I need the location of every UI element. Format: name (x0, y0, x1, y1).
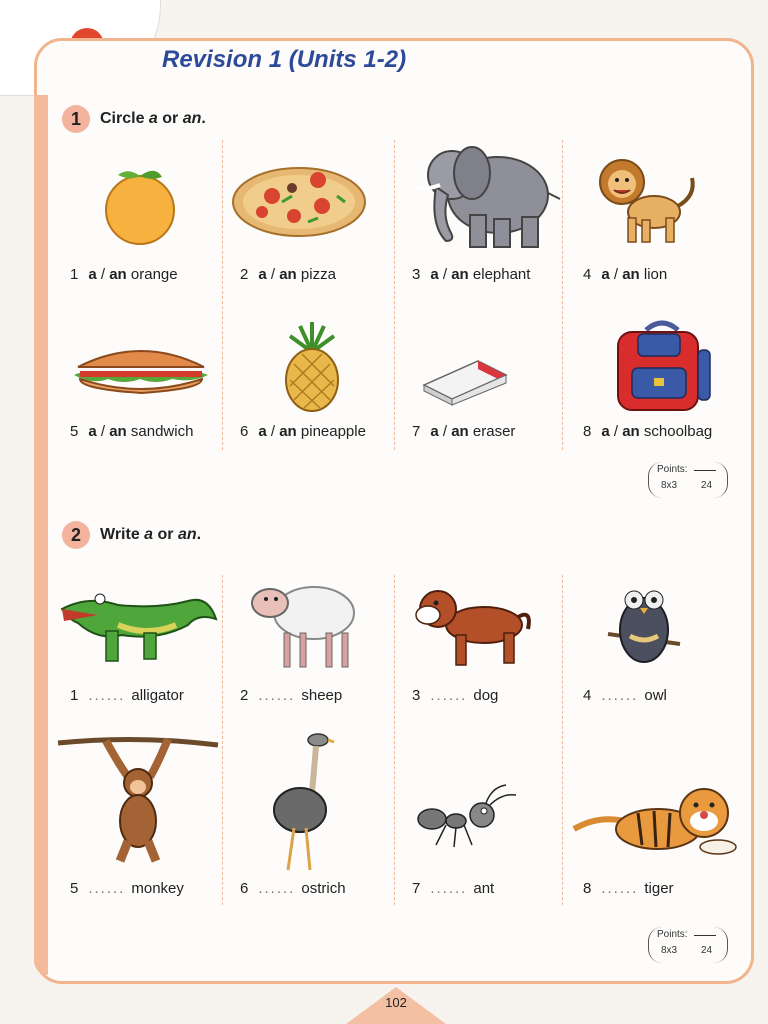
exercise-2-item-2: 2 ...... sheep (240, 687, 343, 704)
exercise-1-item-1: 1 a / an orange (70, 266, 178, 283)
lion-picture (596, 156, 700, 248)
answer-blank[interactable]: ...... (258, 687, 296, 704)
points-box-1: Points: 8x3 24 (648, 462, 728, 498)
ant-picture (416, 783, 518, 853)
exercise-1-heading (62, 105, 206, 133)
sandwich-picture (72, 345, 210, 400)
elephant-picture (410, 145, 560, 250)
eraser-picture (420, 355, 510, 407)
exercise-1-item-7: 7 a / an eraser (412, 423, 516, 440)
column-divider (222, 140, 223, 450)
exercise-1-item-4: 4 a / an lion (583, 266, 668, 283)
column-divider (394, 140, 395, 450)
exercise-number-badge: 2 (62, 521, 90, 549)
exercise-number-badge: 1 (62, 105, 90, 133)
page-title: Revision 1 (Units 1-2) (162, 46, 407, 73)
pineapple-picture (280, 322, 344, 412)
exercise-1-item-6: 6 a / an pineapple (240, 423, 366, 440)
exercise-2-item-5: 5 ...... monkey (70, 880, 184, 897)
page-left-band (34, 95, 48, 975)
exercise-2-item-1: 1 ...... alligator (70, 687, 184, 704)
answer-blank[interactable]: ...... (258, 880, 296, 897)
dog-picture (414, 585, 534, 669)
orange-picture (100, 165, 180, 247)
sheep-picture (250, 577, 362, 669)
column-divider (562, 140, 563, 450)
column-divider (562, 575, 563, 905)
owl-picture (608, 580, 680, 670)
exercise-2-item-3: 3 ...... dog (412, 687, 499, 704)
monkey-picture (58, 733, 220, 868)
exercise-1-item-3: 3 a / an elephant (412, 266, 531, 283)
exercise-2-item-7: 7 ...... ant (412, 880, 495, 897)
column-divider (394, 575, 395, 905)
answer-blank[interactable]: ...... (430, 880, 468, 897)
answer-blank[interactable]: ...... (601, 880, 639, 897)
exercise-2-instruction: Write a or an. (100, 526, 202, 543)
column-divider (222, 575, 223, 905)
tiger-picture (568, 785, 740, 860)
points-box-2: Points: 8x3 24 (648, 927, 728, 963)
exercise-2-item-6: 6 ...... ostrich (240, 880, 346, 897)
ostrich-picture (270, 732, 334, 872)
page-number: 102 (385, 995, 407, 1010)
answer-blank[interactable]: ...... (88, 687, 126, 704)
exercise-2-item-8: 8 ...... tiger (583, 880, 674, 897)
alligator-picture (58, 585, 218, 670)
exercise-1-instruction: Circle a or an. (100, 110, 206, 127)
page-number-tab (346, 987, 446, 1024)
pizza-picture (232, 166, 367, 238)
answer-blank[interactable]: ...... (601, 687, 639, 704)
exercise-2-heading (62, 521, 201, 549)
schoolbag-picture (610, 320, 714, 416)
exercise-1-item-5: 5 a / an sandwich (70, 423, 194, 440)
exercise-1-item-2: 2 a / an pizza (240, 266, 336, 283)
answer-blank[interactable]: ...... (88, 880, 126, 897)
answer-blank[interactable]: ...... (430, 687, 468, 704)
exercise-1-item-8: 8 a / an schoolbag (583, 423, 713, 440)
exercise-2-item-4: 4 ...... owl (583, 687, 667, 704)
